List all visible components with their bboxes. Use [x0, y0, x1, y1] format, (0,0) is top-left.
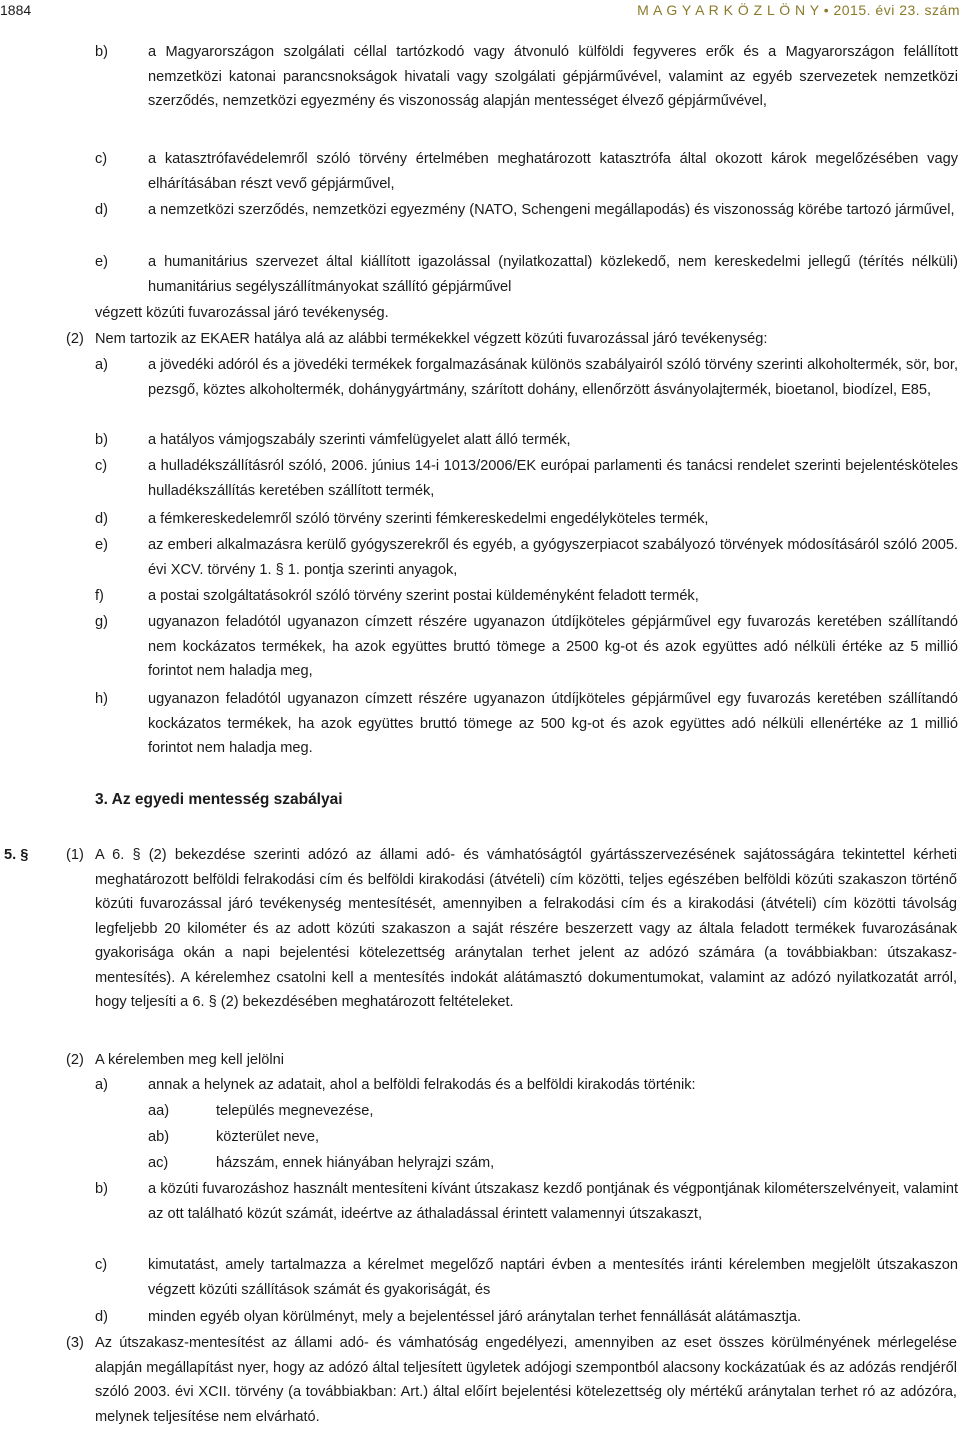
list-item-text: a hatályos vámjogszabály szerinti vámfelügyelet alatt álló termék,	[148, 432, 571, 448]
item-label: h)	[95, 691, 108, 707]
section-number: 5. §	[4, 847, 29, 863]
journal-title: M A G Y A R K Ö Z L Ö N Y • 2015. évi 23. szám	[637, 2, 960, 18]
subitem-label: ab)	[148, 1129, 170, 1145]
item-label: d)	[95, 202, 108, 218]
item-label: c)	[95, 151, 108, 167]
item-label: c)	[95, 458, 108, 474]
subitem-text: házszám, ennek hiányában helyrajzi szám,	[216, 1155, 495, 1171]
paragraph-number: (1)	[66, 847, 84, 863]
item-label: e)	[95, 537, 108, 553]
list-item-text: minden egyéb olyan körülményt, mely a bejelentéssel járó aránytalan terhet fennállását alátámasztja.	[148, 1309, 802, 1325]
list-item-text: a humanitárius szervezet által kiállított igazolással (nyilatkozattal) közlekedő, nem kereskedelmi jellegű (térítés nélküli) humanitárius segélyszállítmányokat szállító gépjárművel	[148, 254, 958, 295]
section-title: 3. Az egyedi mentesség szabályai	[95, 791, 343, 808]
subitem-text: közterület neve,	[216, 1129, 320, 1145]
list-item-text: ugyanazon feladótól ugyanazon címzett részére ugyanazon útdíjköteles gépjárművel egy fuvarozás keretében szállítandó nem kockázatos termékek, ha azok együttes bruttó tömege a 2500 kg-ot és azok együttes adó nélküli értéke az 5 millió forintot nem haladja meg,	[148, 614, 958, 679]
subitem-text: település megnevezése,	[216, 1103, 374, 1119]
item-label: d)	[95, 1309, 108, 1325]
paragraph-number: (3)	[66, 1335, 84, 1351]
list-item-text: ugyanazon feladótól ugyanazon címzett részére ugyanazon útdíjköteles gépjárművel egy fuvarozás keretében szállítandó kockázatos termékek, ha azok együttes bruttó tömege az 500 kg-ot és azok együttes adó nélküli ellenértéke az 1 millió forintot nem haladja meg.	[148, 691, 958, 756]
list-item-text: kimutatást, amely tartalmazza a kérelmet megelőző naptári évben a mentesítés iránti kérelemben megjelölt útszakaszon végzett közúti szállítások számát és gyakoriságát, és	[148, 1257, 958, 1298]
item-label: d)	[95, 511, 108, 527]
list-item-text: az emberi alkalmazásra kerülő gyógyszerekről és egyéb, a gyógyszerpiacot szabályozó törvények módosításáról szóló 2005. évi XCV. törvény 1. § 1. pontja szerinti anyagok,	[148, 537, 958, 578]
list-item-text: a nemzetközi szerződés, nemzetközi egyezmény (NATO, Schengeni megállapodás) és viszonosság körébe tartozó járművel,	[148, 202, 955, 218]
item-label: f)	[95, 588, 104, 604]
item-label: e)	[95, 254, 108, 270]
page-header	[0, 2, 960, 24]
list-item-text: a jövedéki adóról és a jövedéki termékek forgalmazásának különös szabályairól szóló törvény szerinti alkoholtermék, sör, bor, pezsgő, köztes alkoholtermék, dohánygyártmány, szárított dohány, ellenőrzött ásványolajtermék, bioetanol, biodízel, E85,	[148, 357, 958, 398]
list-item-text: a fémkereskedelemről szóló törvény szerinti fémkereskedelmi engedélyköteles termék,	[148, 511, 709, 527]
paragraph-number: (2)	[66, 1052, 84, 1068]
list-item-text: a postai szolgáltatásokról szóló törvény szerint postai küldeményként feladott termék,	[148, 588, 699, 604]
item-label: g)	[95, 614, 108, 630]
paragraph-text: A 6. § (2) bekezdése szerinti adózó az állami adó- és vámhatóságtól gyártásszervezésének sajátosságára tekintettel kérheti meghatározott belföldi felrakodási cím és belföldi kirakodási (átvételi) cím közötti, teljes egészében belföldi közúti szakaszon történő közúti fuvarozással járó tevékenység mentesítését, amennyiben a felrakodási cím és a kirakodási (átvételi) cím közötti távolság legfeljebb 20 kilométer és az adott közúti szakaszon a saját részére beszerzett vagy az általa feladott termékek fuvarozásának gyakorisága okán a napi bejelentési kötelezettség aránytalan terhet jelent az adózó számára (a továbbiakban: útszakasz-mentesítés). A kérelemhez csatolni kell a mentesítés indokát alátámasztó dokumentumokat, valamint az adózó nyilatkozatát arról, hogy teljesíti a 6. § (2) bekezdésében meghatározott feltételeket.	[95, 847, 957, 1010]
paragraph-intro: A kérelemben meg kell jelölni	[95, 1052, 285, 1068]
item-label: b)	[95, 432, 108, 448]
page-number: 1884	[0, 2, 32, 18]
item-label: c)	[95, 1257, 108, 1273]
item-label: b)	[95, 44, 108, 60]
list-item-text: annak a helynek az adatait, ahol a belföldi felrakodás és a belföldi kirakodás történik:	[148, 1077, 696, 1093]
paragraph-number: (2)	[66, 331, 84, 347]
item-label: a)	[95, 357, 108, 373]
item-label: a)	[95, 1077, 108, 1093]
subitem-label: ac)	[148, 1155, 169, 1171]
subitem-label: aa)	[148, 1103, 170, 1119]
list-item-text: a Magyarországon szolgálati céllal tartózkodó vagy átvonuló külföldi fegyveres erők és a Magyarországon felállított nemzetközi katonai parancsnokságok hivatali vagy szolgálati gépjárművével, valamint az egyéb szervezetek nemzetközi szerződés, nemzetközi egyezmény és viszonosság alapján mentességet élvező gépjárművével,	[148, 44, 958, 109]
list-item-text: a közúti fuvarozáshoz használt mentesíteni kívánt útszakasz kezdő pontjának és végpontjának kilométerszelvényeit, valamint az ott található közút számát, ideértve az áthaladással érintett valamennyi útszakaszt,	[148, 1181, 958, 1222]
list-item-text: a katasztrófavédelemről szóló törvény értelmében meghatározott katasztrófa által okozott károk megelőzésében vagy elhárításában részt vevő gépjárművel,	[148, 151, 958, 192]
paragraph-intro: Nem tartozik az EKAER hatálya alá az alábbi termékekkel végzett közúti fuvarozással járó tevékenység:	[95, 331, 768, 347]
paragraph-tail: végzett közúti fuvarozással járó tevékenység.	[95, 305, 389, 321]
item-label: b)	[95, 1181, 108, 1197]
paragraph-text: Az útszakasz-mentesítést az állami adó- és vámhatóság engedélyezi, amennyiben az eset összes körülményének mérlegelése alapján megállapítást nyer, hogy az adózó által teljesített ügyletek adójogi szempontból alacsony kockázatúak és az adózás rendjéről szóló 2003. évi XCII. törvény (a továbbiakban: Art.) által előírt bejelentési kötelezettség oly mértékű aránytalan terhet ró az adózóra, melynek teljesítése nem elvárható.	[95, 1335, 957, 1425]
list-item-text: a hulladékszállításról szóló, 2006. június 14-i 1013/2006/EK európai parlamenti és tanácsi rendelet szerinti bejelentésköteles hulladékszállítás keretében szállított termék,	[148, 458, 958, 499]
